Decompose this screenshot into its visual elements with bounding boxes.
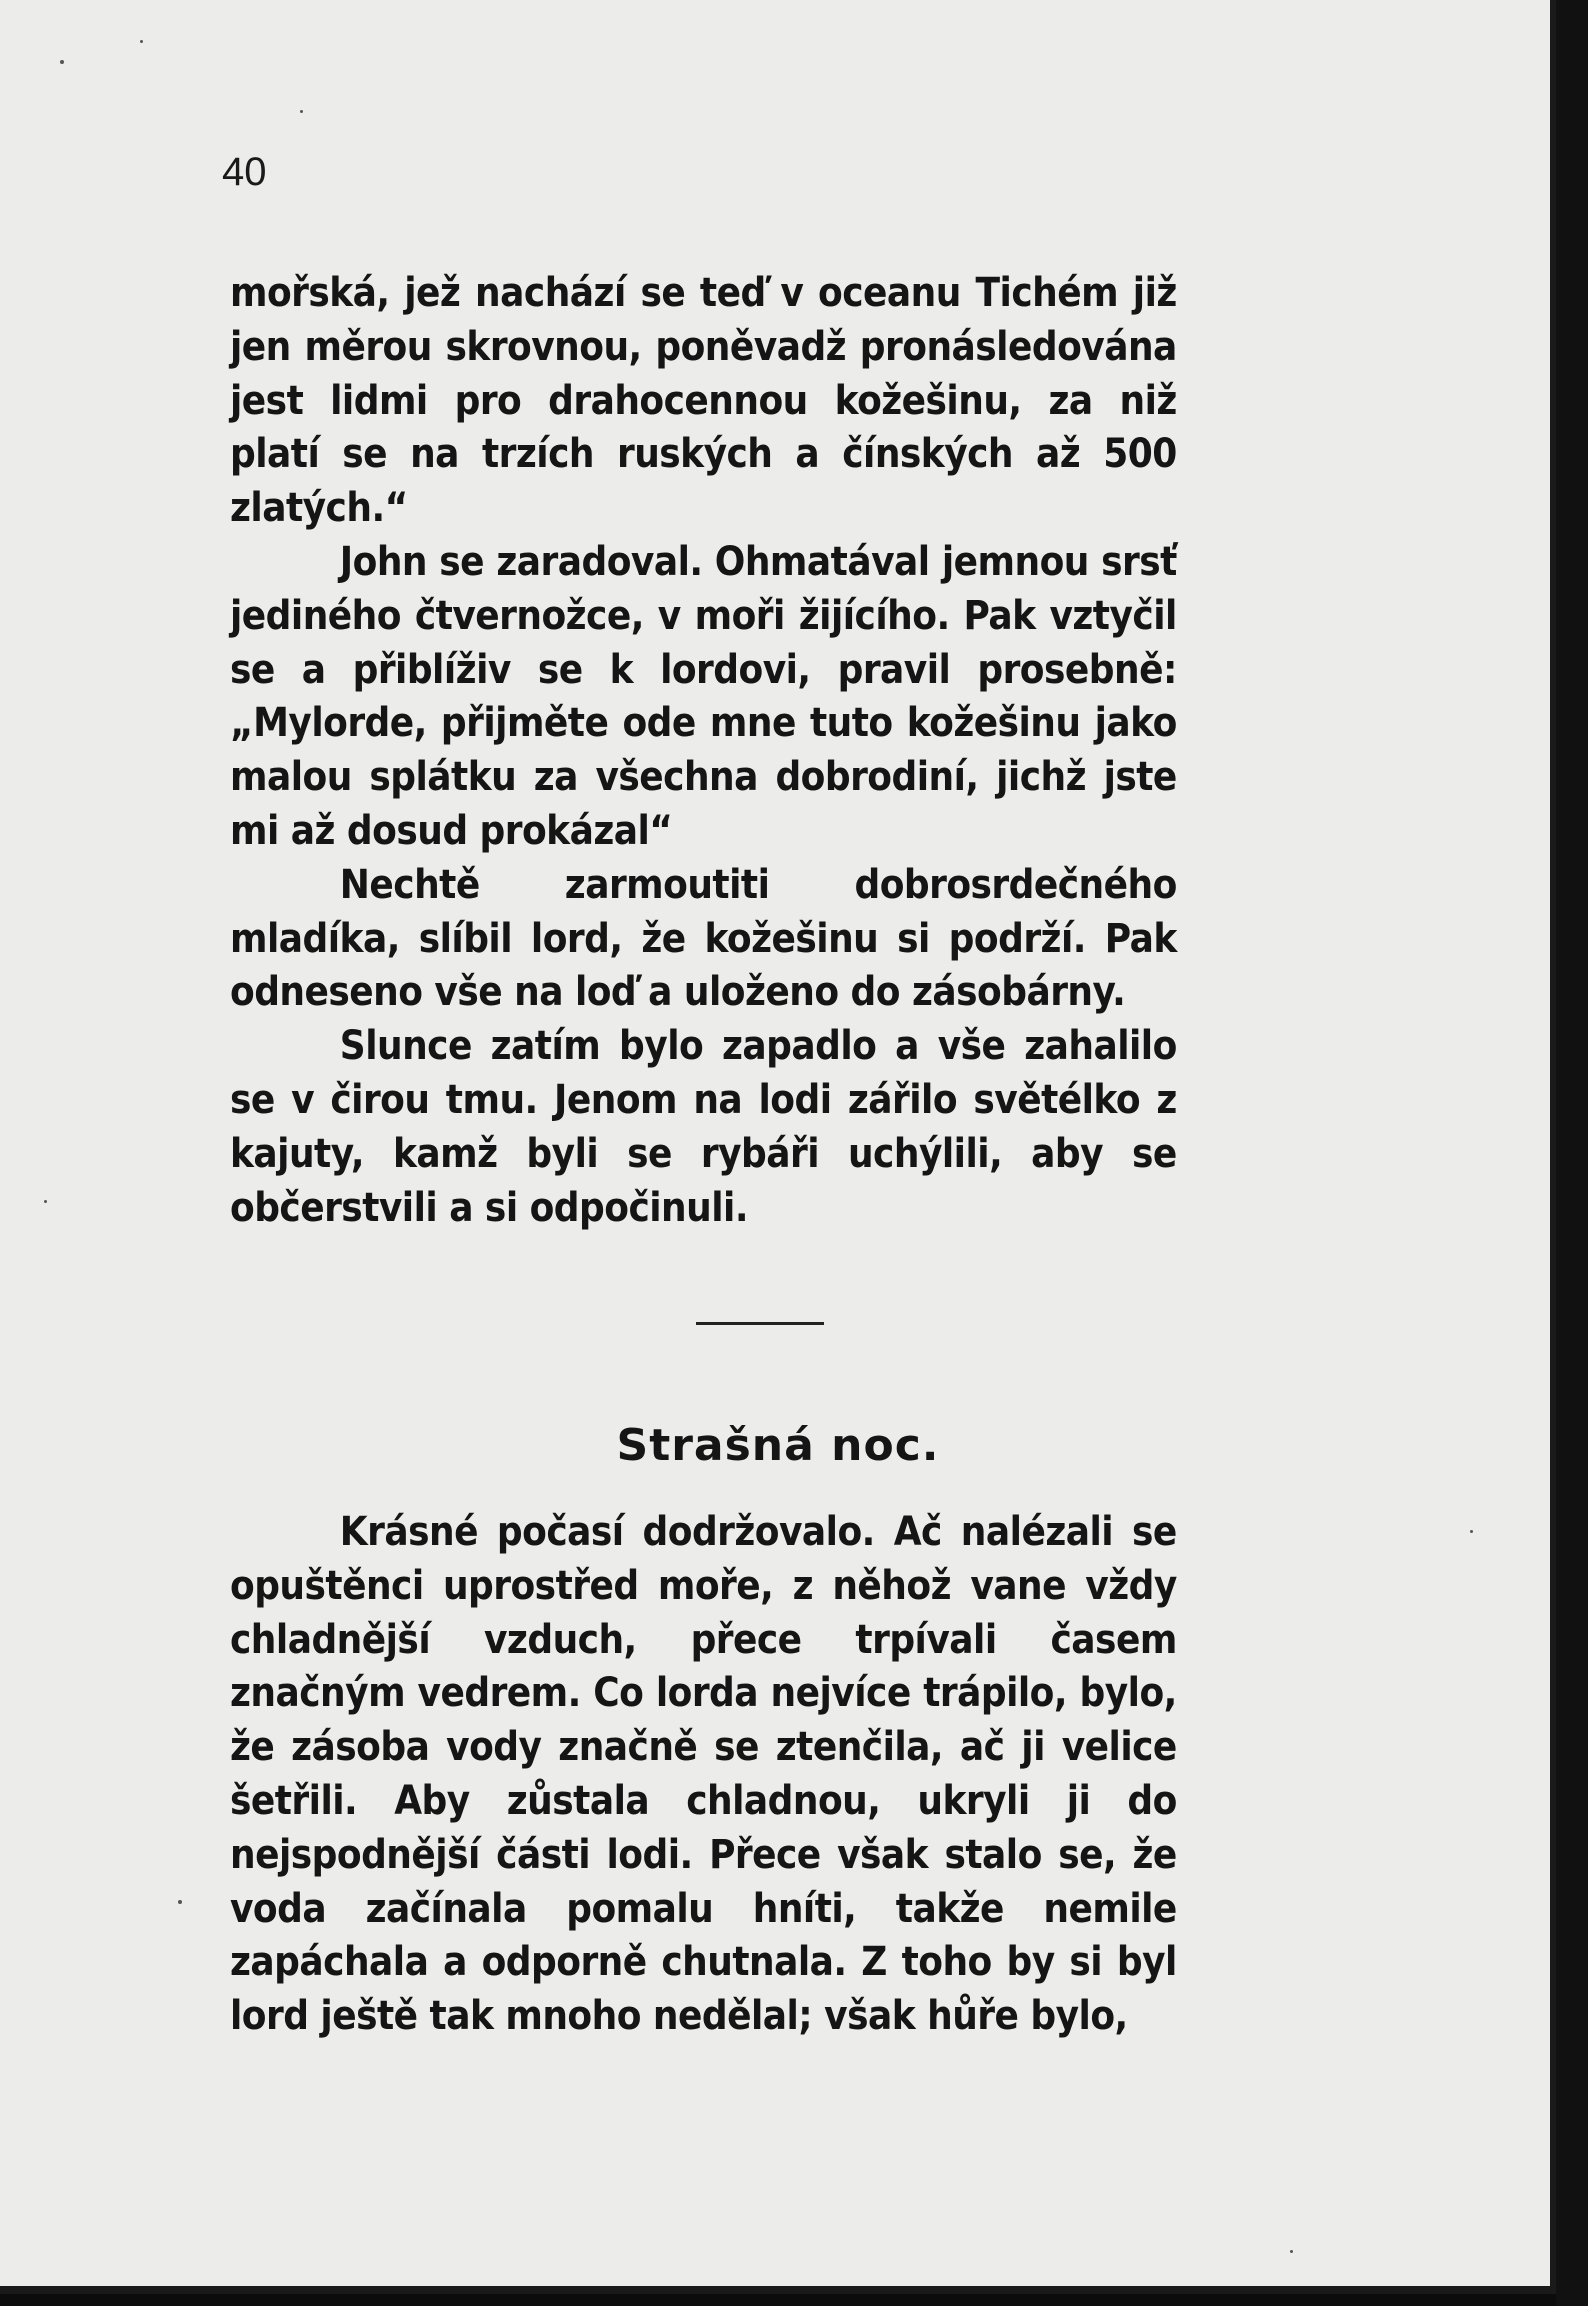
paragraph: Slunce zatím bylo zapadlo a vše zahalilo se v čirou tmu. Jenom na lodi zářilo světélko z kajuty, kamž byli se rybáři uchýlili, aby se občerstvili a si odpočinuli. <box>230 1023 1177 1231</box>
text-block-lower <box>230 1506 1177 2044</box>
scan-speck <box>60 60 64 64</box>
section-title: Strašná noc. <box>616 1420 940 1471</box>
page-number: 40 <box>222 150 267 194</box>
scan-speck <box>44 1200 47 1203</box>
paragraph: mořská, jež nachází se teď v oceanu Tichém již jen měrou skrovnou, poněvadž pronásledována jest lidmi pro drahocennou kožešinu, za niž platí se na trzích ruských a čínských až 500 zlatých.“ <box>230 270 1177 532</box>
paragraph: Nechtě zarmoutiti dobrosrdečného mladíka, slíbil lord, že kožešinu si podrží. Pak odneseno vše na loď a uloženo do zásobárny. <box>230 861 1177 1016</box>
paragraph: Krásné počasí dodržovalo. Ač nalézali se opuštěnci uprostřed moře, z něhož vane vždy chladnější vzduch, přece trpívali časem značným vedrem. Co lorda nejvíce trápilo, bylo, že zásoba vody značně se ztenčila, ač ji velice šetřili. Aby zůstala chladnou, ukryli ji do nejspodnější části lodi. Přece však stalo se, že voda začínala pomalu hníti, takže nemile zapáchala a odporně chutnala. Z toho by si byl lord ještě tak mnoho nedělal; však hůře bylo, <box>230 1509 1177 2040</box>
paragraph: John se zaradoval. Ohmatával jemnou srsť jediného čtvernožce, v moři žijícího. Pak vztyčil se a přiblíživ se k lordovi, pravil prosebně: „Mylorde, přijměte ode mne tuto kožešinu jako malou splátku za všechna dobrodiní, jichž jste mi až dosud prokázal“ <box>230 538 1177 854</box>
section-divider <box>696 1322 824 1325</box>
scan-edge <box>1556 0 1588 2306</box>
text-block-upper <box>230 267 1177 1235</box>
scan-speck <box>1470 1530 1473 1533</box>
scan-speck <box>1290 2250 1293 2253</box>
scan-speck <box>178 1900 182 1904</box>
scan-speck <box>140 40 143 43</box>
scan-speck <box>300 110 303 113</box>
